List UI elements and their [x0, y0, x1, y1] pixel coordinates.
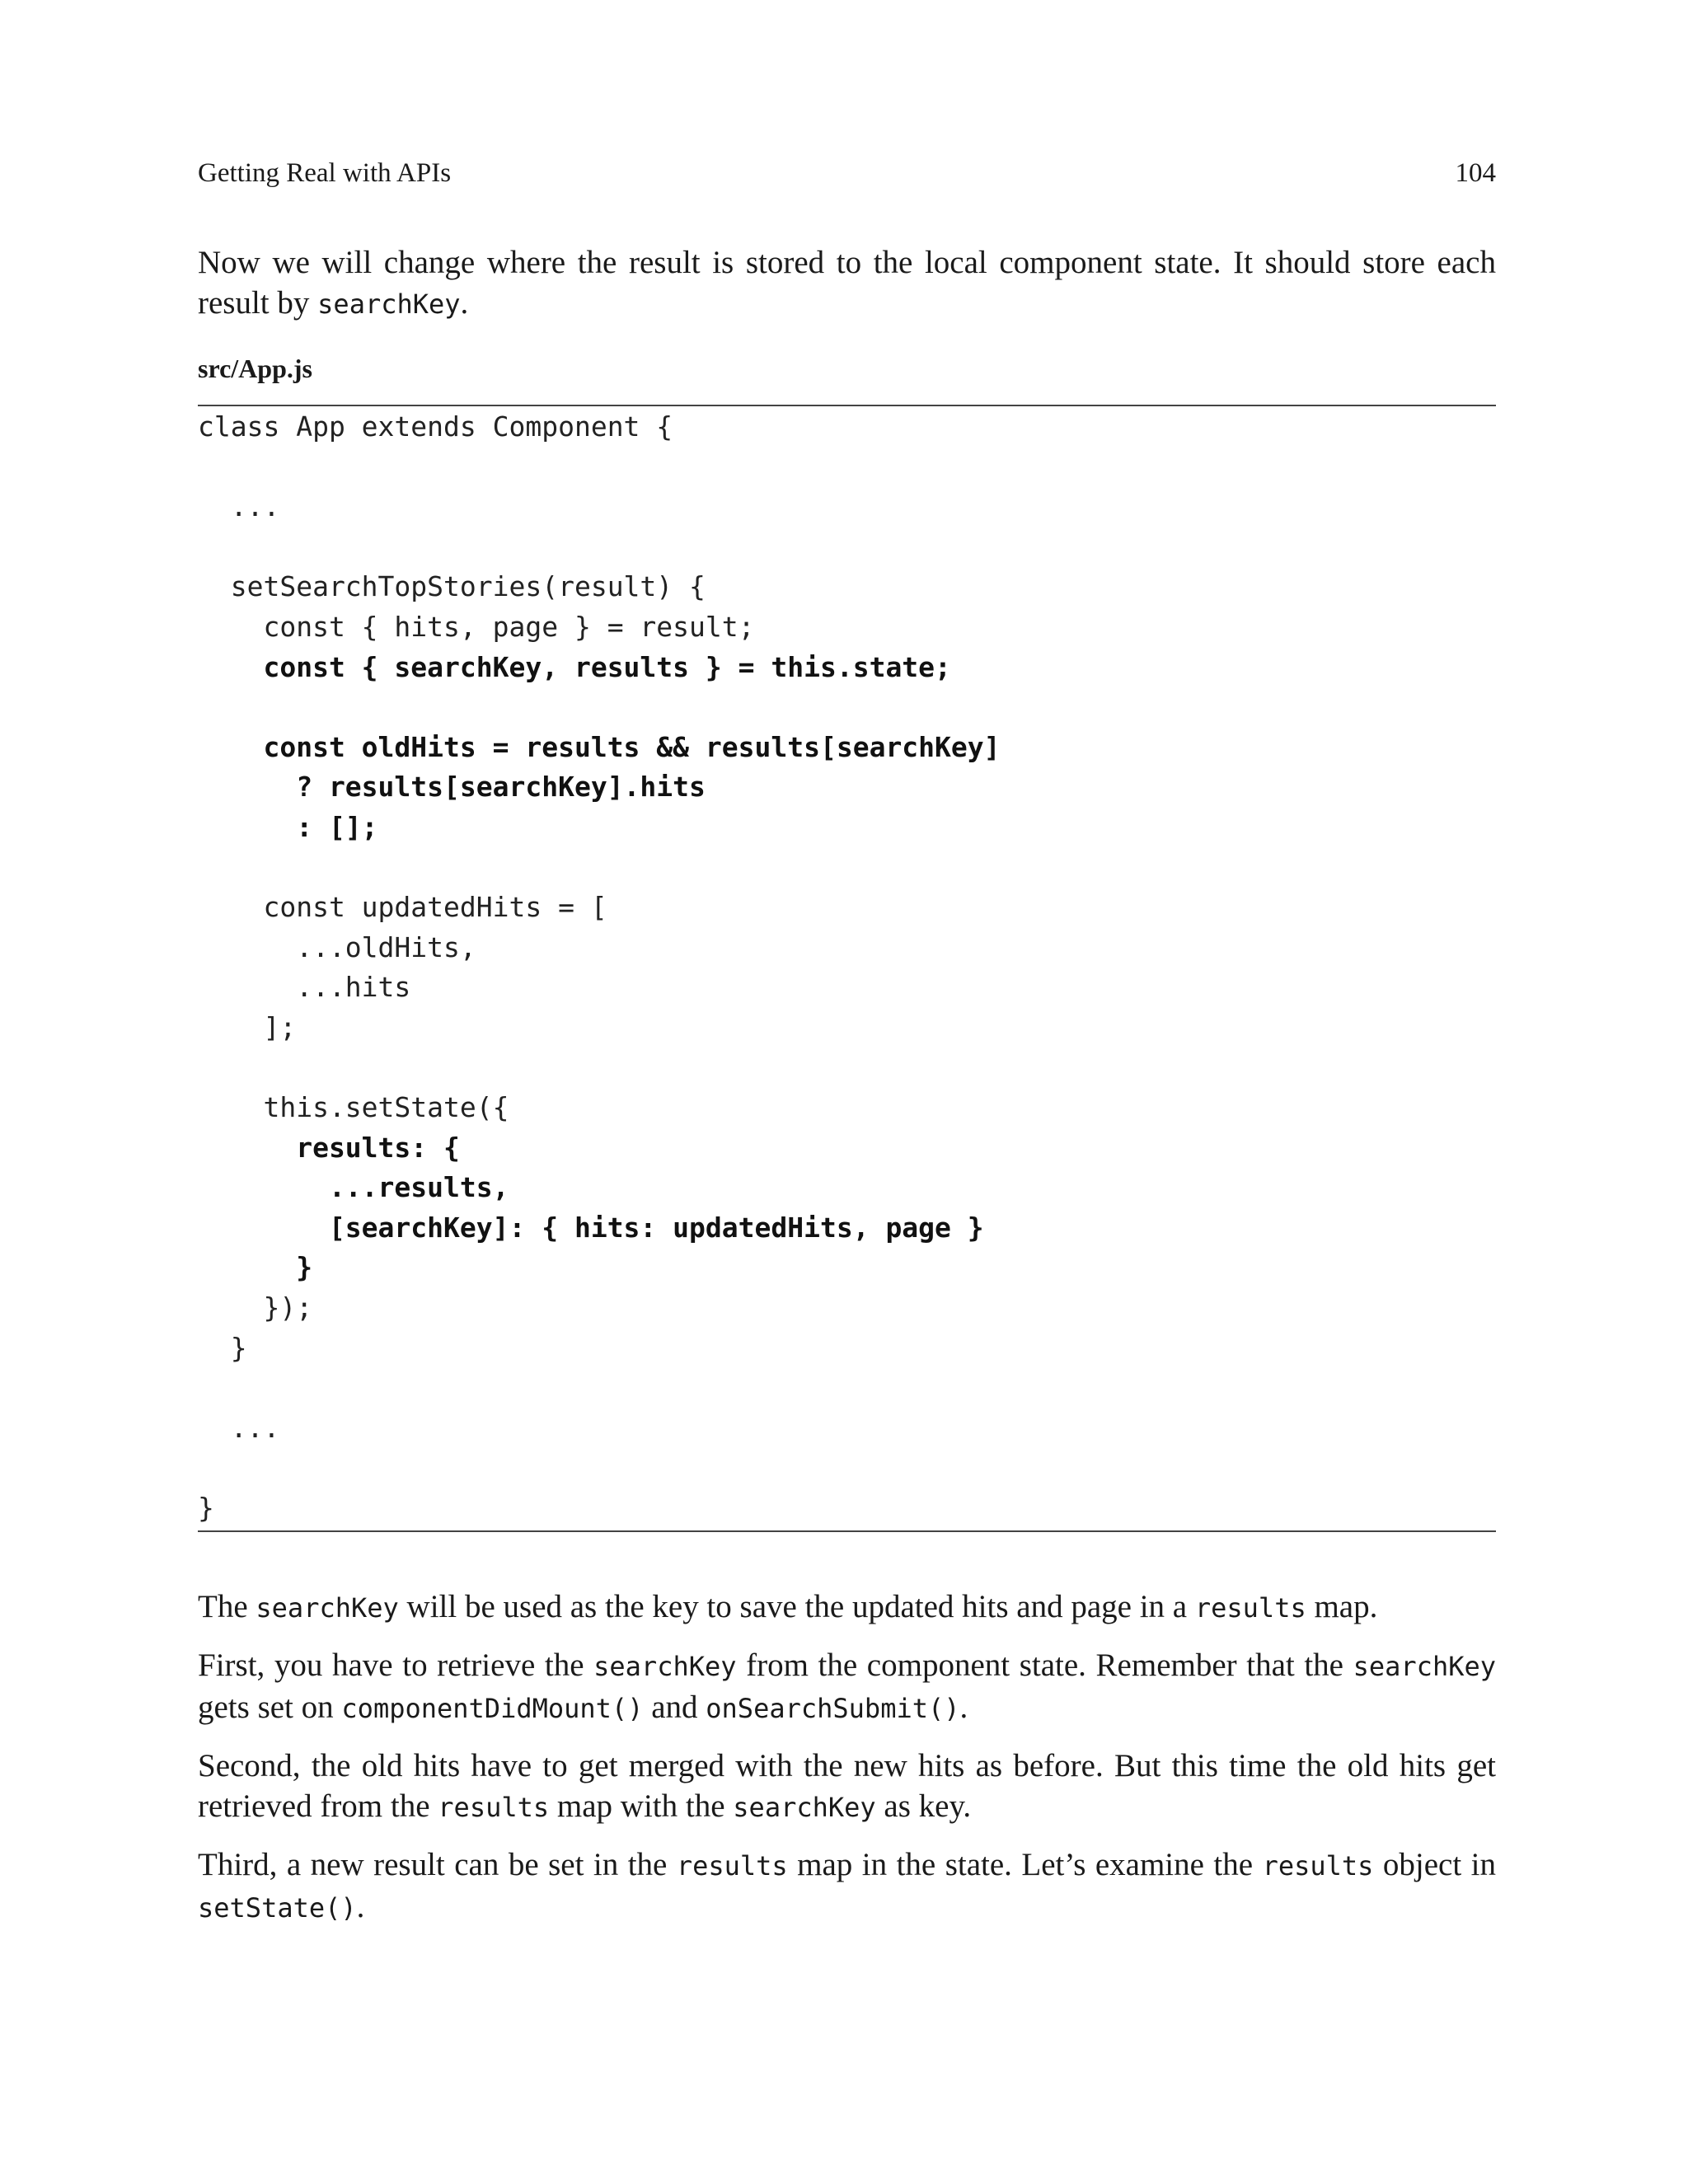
text: will be used as the key to save the updated hits and page in a: [398, 1589, 1195, 1624]
paragraph-4: [198, 1844, 1496, 1929]
code-line: ...: [198, 1411, 280, 1444]
code-line: [198, 448, 1496, 488]
code-top-rule: [198, 405, 1496, 406]
page-number: 104: [1455, 158, 1496, 188]
text: .: [959, 1690, 968, 1725]
paragraph-2: [198, 1645, 1496, 1729]
code-line: : [];: [198, 810, 378, 843]
code-line: const { hits, page } = result;: [198, 610, 755, 643]
text: object in: [1373, 1847, 1496, 1882]
text: gets set on: [198, 1690, 342, 1725]
inline-code: results: [438, 1792, 550, 1823]
text: The: [198, 1589, 256, 1624]
intro-text-1: Now we will change where the result is stored to the local component state. It should store each result by: [198, 245, 1496, 321]
code-block: [198, 407, 1496, 1529]
code-bottom-rule: [198, 1530, 1496, 1532]
text: as key.: [875, 1788, 972, 1824]
inline-code: setState(): [198, 1892, 357, 1924]
paragraph-1: [198, 1586, 1496, 1629]
code-line: this.setState({: [198, 1091, 509, 1124]
inline-code: searchKey: [1353, 1651, 1496, 1682]
text: Third, a new result can be set in the: [198, 1847, 677, 1882]
code-filename: src/App.js: [198, 354, 312, 383]
text: .: [356, 1889, 365, 1924]
code-line: [198, 848, 1496, 888]
intro-paragraph: [198, 242, 1496, 325]
code-line: [198, 1368, 1496, 1408]
code-line: ...oldHits,: [198, 930, 476, 963]
inline-code: searchKey: [256, 1592, 399, 1624]
intro-text-2: .: [460, 285, 469, 321]
code-line: const updatedHits = [: [198, 891, 607, 924]
inline-code: searchKey: [593, 1651, 737, 1682]
code-line: ];: [198, 1010, 297, 1043]
text: from the component state. Remember that the: [736, 1647, 1353, 1683]
code-line: [searchKey]: { hits: updatedHits, page }: [198, 1211, 984, 1244]
code-line: ...: [198, 490, 280, 523]
code-line: });: [198, 1291, 313, 1324]
code-line: }: [198, 1331, 247, 1364]
body-paragraphs: [198, 1586, 1496, 1945]
code-line: [198, 1048, 1496, 1089]
text: map.: [1306, 1589, 1378, 1624]
code-line: [198, 687, 1496, 728]
code-line: }: [198, 1251, 313, 1284]
code-line: results: {: [198, 1131, 460, 1164]
inline-code: results: [1194, 1592, 1306, 1624]
inline-code: onSearchSubmit(): [706, 1693, 960, 1724]
inline-code: searchKey: [733, 1792, 876, 1823]
inline-code: searchKey: [317, 288, 461, 320]
inline-code: results: [676, 1850, 788, 1882]
code-line: ...results,: [198, 1171, 509, 1204]
code-line: const oldHits = results && results[searchKey]: [198, 730, 1001, 763]
code-line: }: [198, 1492, 214, 1525]
text: map in the state. Let’s examine the: [787, 1847, 1263, 1882]
text: and: [643, 1690, 706, 1725]
text: Second, the old hits have to get merged with the new hits as before. But this time the old hits get retrieved from the: [198, 1748, 1496, 1824]
paragraph-3: [198, 1746, 1496, 1828]
inline-code: componentDidMount(): [341, 1693, 644, 1724]
code-line: [198, 1448, 1496, 1488]
text: First, you have to retrieve the: [198, 1647, 594, 1683]
text: map with the: [549, 1788, 734, 1824]
code-line: const { searchKey, results } = this.state;: [198, 650, 951, 683]
inline-code: results: [1262, 1850, 1374, 1882]
code-line: [198, 527, 1496, 568]
code-line: ...hits: [198, 971, 411, 1004]
code-line: ? results[searchKey].hits: [198, 771, 706, 804]
code-line: setSearchTopStories(result) {: [198, 570, 706, 603]
chapter-title: Getting Real with APIs: [198, 158, 452, 188]
code-line: class App extends Component {: [198, 410, 673, 443]
